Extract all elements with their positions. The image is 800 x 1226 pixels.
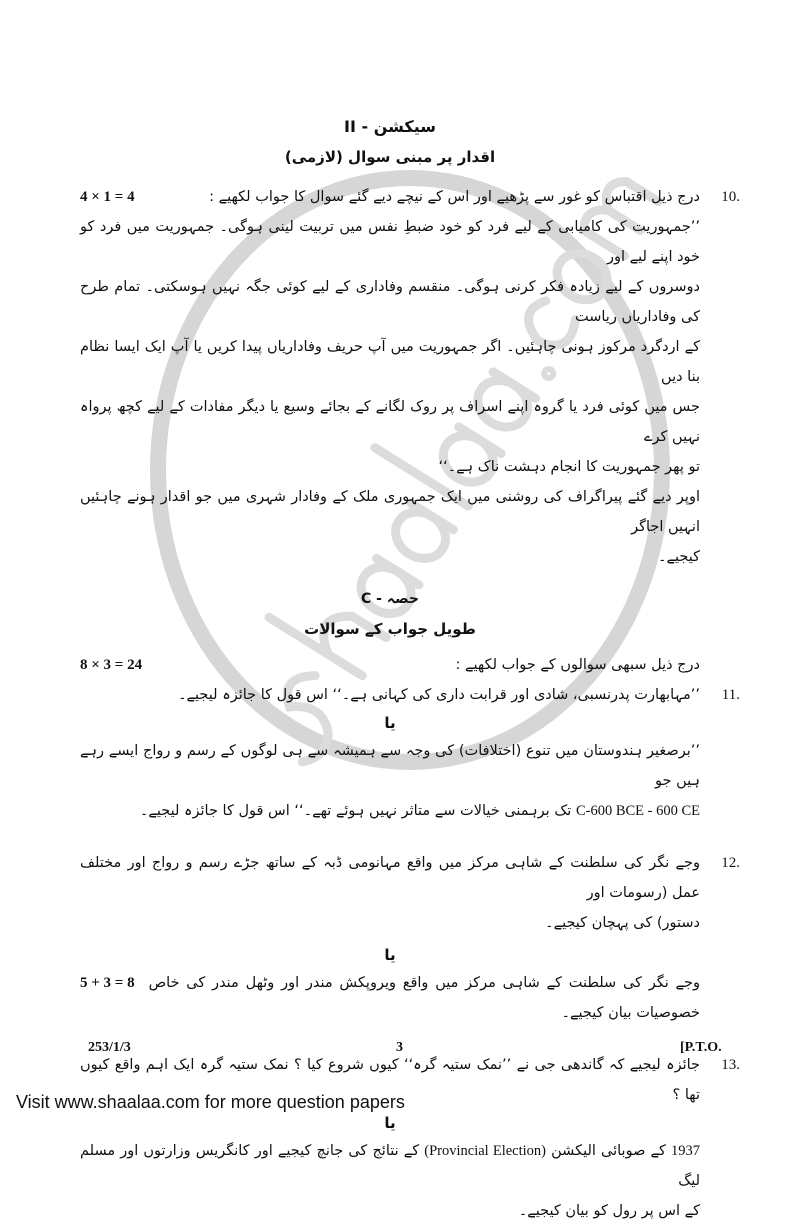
question-12 xyxy=(80,848,740,1028)
q10-passage-line: جس میں کوئی فرد یا گروہ اپنے اسراف پر روک لگانے کے بجائے وسیع یا دیگر مفادات کے لیے کچھ پرواہ نہیں کرے xyxy=(80,399,700,445)
q10-passage-line: ’’جمہوریت کی کامیابی کے لیے فرد کو خود ضبطِ نفس میں تربیت لینی ہوگی۔ جمہوریت میں فرد کو خود اپنے لیے اور xyxy=(80,219,700,265)
question-number-13: 13. xyxy=(721,1057,740,1073)
q11-text: ’’مہابھارت پدرنسبی، شادی اور قرابت داری کی کہانی ہے۔‘‘ اس قول کا جائزہ لیجیے۔ xyxy=(178,687,700,703)
question-11 xyxy=(80,680,740,826)
question-number-10: 10. xyxy=(721,189,740,205)
question-number-12: 12. xyxy=(721,855,740,871)
q10-passage-line: کے اردگرد مرکوز ہونی چاہئیں۔ اگر جمہوریت میں آپ حریف وفاداریاں پیدا کریں یا آپ ایک ایسا نظام بنا دیں xyxy=(80,339,700,385)
q10-passage-line: دوسروں کے لیے زیادہ فکر کرنی ہوگی۔ منقسم وفاداری کے لیے کوئی جگہ نہیں ہوسکتی۔ تمام طرح کی وفاداریاں ریاست xyxy=(80,279,700,325)
q10-instruction: درج ذیل اقتباس کو غور سے پڑھیے اور اس کے نیچے دیے گئے سوال کا جواب لکھیے : xyxy=(209,189,700,205)
q10-question-line: کیجیے۔ xyxy=(657,549,700,565)
q12-alt-marks: 5 + 3 = 8 xyxy=(80,975,135,991)
q10-marks: 4 × 1 = 4 xyxy=(80,189,135,205)
question-10 xyxy=(80,182,740,572)
q11-era: C-600 BCE - 600 CE xyxy=(575,803,700,819)
q13-text: جائزہ لیجیے کہ گاندھی جی نے ’’نمک ستیہ گرہ‘‘ کیوں شروع کیا ؟ نمک ستیہ گرہ ایک اہم واقع کیوں تھا ؟ xyxy=(80,1057,700,1103)
or-label: یا xyxy=(384,946,396,964)
question-13 xyxy=(80,1050,740,1226)
pto-label: [P.T.O. xyxy=(680,1040,722,1055)
q10-passage-line: تو پھر جمہوریت کا انجام دہشت ناک ہے۔‘‘ xyxy=(438,459,700,475)
q10-question-line: اوپر دیے گئے پیراگراف کی روشنی میں ایک جمہوری ملک کے وفادار شہری میں جو اقدار ہونے چاہئیں انہیں اجاگر xyxy=(80,489,700,535)
q13-alt-text-b: کے نتائج کی جانچ کیجیے اور کانگریس وزارتوں اور مسلم لیگ xyxy=(80,1143,700,1189)
q12-line: وجے نگر کی سلطنت کے شاہی مرکز میں واقع مہانومی ڈبہ کے ساتھ جڑے رسم و رواج اور مختلف عمل (رسومات اور xyxy=(80,855,700,901)
section-title: سیکشن - II xyxy=(344,117,436,136)
page-number: 3 xyxy=(396,1040,403,1055)
question-number-11: 11. xyxy=(721,687,740,703)
part-c-title: حصہ - C xyxy=(361,591,419,607)
q11-alt-text: تک برہمنی خیالات سے متاثر نہیں ہوئے تھے۔‘‘ اس قول کا جائزہ لیجیے۔ xyxy=(139,803,572,819)
section-subtitle: اقدار پر مبنی سوال (لازمی) xyxy=(284,148,496,166)
q13-alt-line: کے اس پر رول کو بیان کیجیے۔ xyxy=(518,1203,700,1219)
q12-line: دستور) کی پہچان کیجیے۔ xyxy=(545,915,700,931)
q13-alt-text-a: کے صوبائی الیکشن xyxy=(551,1143,666,1159)
q12-alt-text: وجے نگر کی سلطنت کے شاہی مرکز میں واقع ویروپکش مندر اور وٹھل مندر کی خاص خصوصیات بیان کیجیے۔ xyxy=(148,975,700,1021)
part-c-marks: 8 × 3 = 24 xyxy=(80,657,143,673)
part-c-instruction: درج ذیل سبھی سوالوں کے جواب لکھیے : xyxy=(455,657,700,673)
q13-year: 1937 xyxy=(671,1143,700,1159)
or-label: یا xyxy=(384,714,396,732)
q11-alt-line xyxy=(80,796,700,826)
paper-code: 253/1/3 xyxy=(88,1040,131,1055)
visit-banner: Visit www.shaalaa.com for more question papers xyxy=(16,1092,405,1112)
q13-alt-line xyxy=(80,1136,700,1196)
part-c-instruction-row xyxy=(80,650,700,680)
q11-alt-line: ’’برصغیر ہندوستان میں تنوع (اختلافات) کی وجہ سے ہمیشہ سے ہی لوگوں کے رسم و رواج ایسے رہے ہیں جو xyxy=(80,743,700,789)
part-c-subtitle: طویل جواب کے سوالات xyxy=(304,620,476,638)
q13-english-term: (Provincial Election) xyxy=(424,1143,546,1159)
or-label: یا xyxy=(384,1114,396,1132)
